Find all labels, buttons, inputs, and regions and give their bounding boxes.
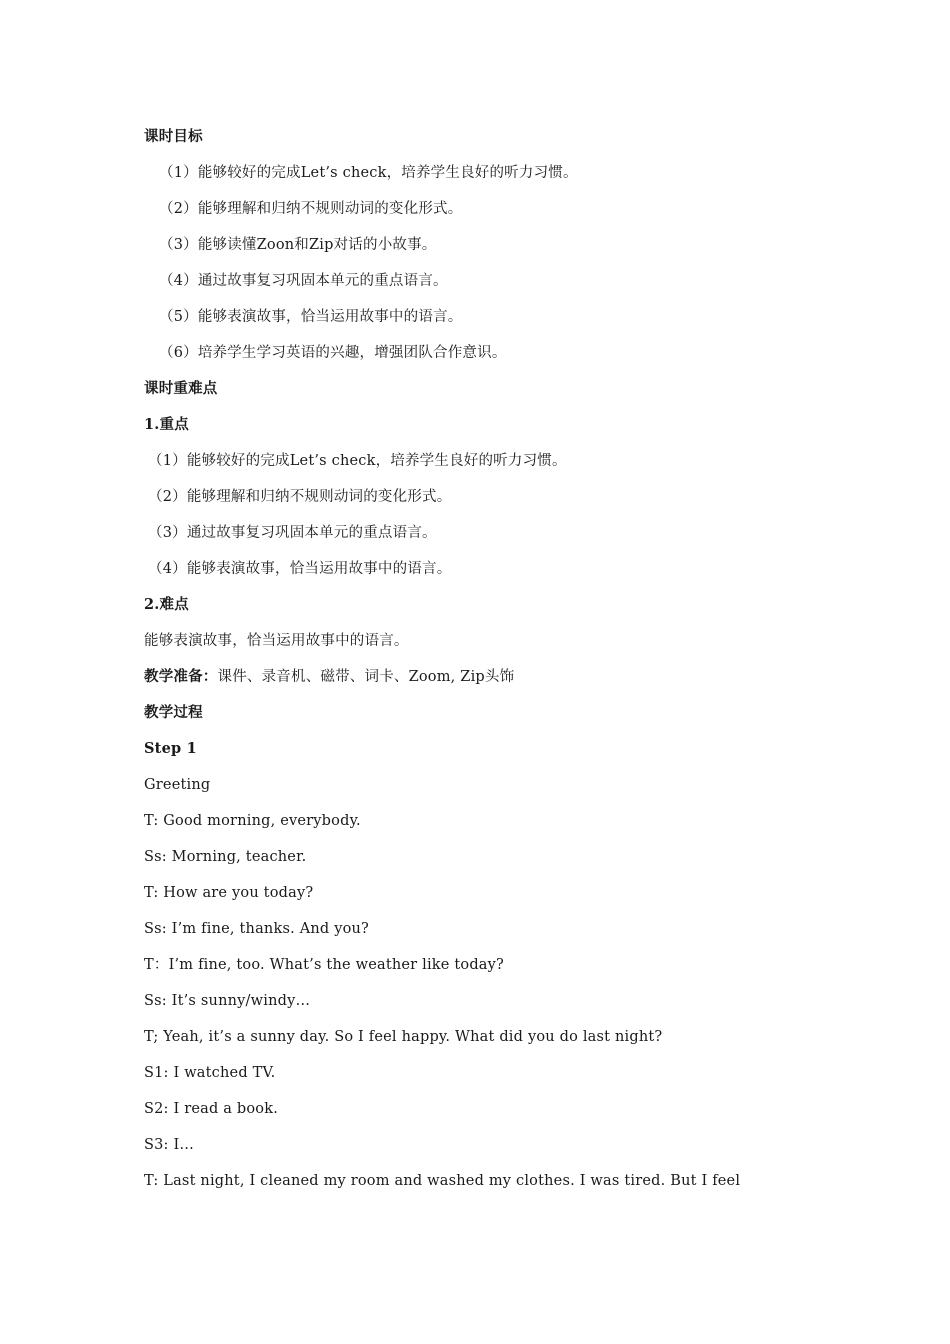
focus-item: （2）能够理解和归纳不规则动词的变化形式。	[148, 489, 452, 505]
process-heading: 教学过程	[144, 704, 203, 721]
dialogue-line: S1: I watched TV.	[144, 1065, 276, 1081]
key-points-heading: 课时重难点	[144, 380, 218, 397]
objective-item: （4）通过故事复习巩固本单元的重点语言。	[159, 273, 448, 289]
objective-item: （5）能够表演故事，恰当运用故事中的语言。	[159, 309, 463, 325]
preparation-label: 教学准备：	[144, 668, 218, 685]
dialogue-line: Ss: It’s sunny/windy…	[144, 993, 311, 1009]
objective-item: （2）能够理解和归纳不规则动词的变化形式。	[159, 201, 463, 217]
dialogue-line: Greeting	[144, 777, 211, 793]
dialogue-line: Ss: I’m fine, thanks. And you?	[144, 921, 370, 937]
step-heading: Step 1	[144, 740, 197, 757]
objective-item: （6）培养学生学习英语的兴趣，增强团队合作意识。	[159, 345, 507, 361]
preparation-text: 课件、录音机、磁带、词卡、Zoom, Zip头饰	[217, 669, 515, 685]
dialogue-line: T; Yeah, it’s a sunny day. So I feel happy. What did you do last night?	[144, 1029, 663, 1045]
dialogue-line: T: How are you today?	[144, 885, 314, 901]
objectives-heading: 课时目标	[144, 128, 203, 145]
focus-item: （1）能够较好的完成Let’s check，培养学生良好的听力习惯。	[148, 453, 567, 469]
dialogue-line: T: Last night, I cleaned my room and washed my clothes. I was tired. But I feel	[144, 1173, 741, 1189]
dialogue-line: S2: I read a book.	[144, 1101, 279, 1117]
focus-item: （4）能够表演故事，恰当运用故事中的语言。	[148, 561, 452, 577]
dialogue-line: S3: I…	[144, 1137, 195, 1153]
difficulty-text: 能够表演故事，恰当运用故事中的语言。	[144, 633, 409, 649]
focus-heading: 1.重点	[144, 416, 189, 433]
objective-item: （1）能够较好的完成Let’s check，培养学生良好的听力习惯。	[159, 165, 578, 181]
dialogue-line: Ss: Morning, teacher.	[144, 849, 307, 865]
dialogue-line: T：I’m fine, too. What’s the weather like today?	[144, 957, 505, 973]
dialogue-line: T: Good morning, everybody.	[144, 813, 361, 829]
objective-item: （3）能够读懂Zoon和Zip对话的小故事。	[159, 237, 437, 253]
difficulty-heading: 2.难点	[144, 596, 189, 613]
preparation-line	[144, 667, 514, 687]
focus-item: （3）通过故事复习巩固本单元的重点语言。	[148, 525, 437, 541]
